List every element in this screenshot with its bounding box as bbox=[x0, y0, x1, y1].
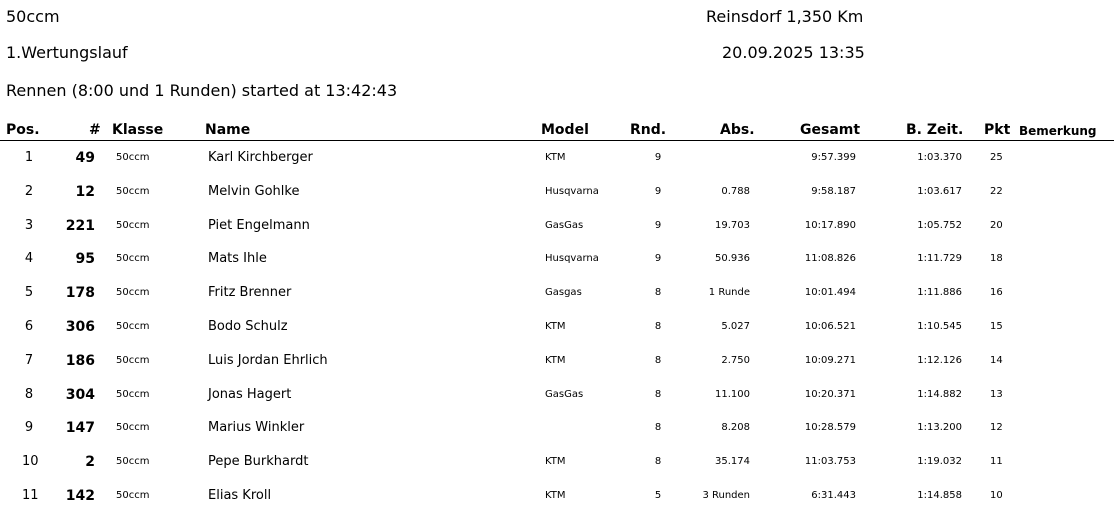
cell-points: 11 bbox=[990, 456, 1003, 468]
cell-rider-name: Piet Engelmann bbox=[208, 217, 310, 233]
header-pos: Pos. bbox=[6, 122, 40, 138]
cell-position: 11 bbox=[22, 487, 39, 503]
cell-gap: 19.703 bbox=[715, 219, 750, 231]
header-bzeit: B. Zeit. bbox=[906, 122, 964, 138]
cell-gap: 1 Runde bbox=[708, 287, 750, 299]
cell-best-lap: 1:12.126 bbox=[917, 354, 962, 366]
cell-total-time: 10:06.521 bbox=[804, 320, 856, 332]
header-abs: Abs. bbox=[720, 122, 755, 138]
cell-rider-name: Jonas Hagert bbox=[208, 386, 292, 402]
cell-start-number: 95 bbox=[75, 251, 95, 268]
cell-total-time: 10:17.890 bbox=[804, 219, 856, 231]
cell-start-number: 178 bbox=[65, 285, 95, 302]
cell-klasse: 50ccm bbox=[116, 422, 150, 434]
cell-rounds: 8 bbox=[654, 456, 662, 468]
cell-rounds: 5 bbox=[654, 489, 662, 501]
table-row bbox=[0, 378, 1114, 412]
table-body bbox=[0, 141, 1114, 513]
cell-klasse: 50ccm bbox=[116, 219, 150, 231]
cell-start-number: 49 bbox=[75, 150, 95, 166]
cell-rounds: 8 bbox=[654, 320, 662, 332]
cell-gap: 11.100 bbox=[715, 388, 750, 400]
cell-best-lap: 1:03.370 bbox=[917, 152, 962, 163]
table-row bbox=[0, 276, 1114, 310]
cell-points: 20 bbox=[990, 219, 1003, 231]
cell-start-number: 221 bbox=[65, 217, 95, 234]
cell-rider-name: Melvin Gohlke bbox=[208, 183, 300, 199]
cell-rounds: 8 bbox=[654, 287, 662, 299]
cell-rounds: 8 bbox=[654, 422, 662, 434]
cell-rounds: 9 bbox=[654, 185, 662, 197]
cell-model: Husqvarna bbox=[545, 185, 599, 197]
cell-total-time: 10:01.494 bbox=[804, 287, 856, 299]
cell-position: 10 bbox=[22, 454, 39, 470]
cell-gap: 8.208 bbox=[721, 422, 750, 434]
cell-rounds: 9 bbox=[654, 253, 662, 265]
cell-best-lap: 1:14.882 bbox=[917, 388, 962, 400]
table-row bbox=[0, 445, 1114, 479]
cell-klasse: 50ccm bbox=[116, 287, 150, 299]
cell-rider-name: Karl Kirchberger bbox=[208, 150, 313, 165]
cell-points: 15 bbox=[990, 320, 1003, 332]
cell-gap: 0.788 bbox=[721, 185, 750, 197]
cell-klasse: 50ccm bbox=[116, 456, 150, 468]
cell-rider-name: Elias Kroll bbox=[208, 487, 272, 503]
cell-rider-name: Marius Winkler bbox=[208, 420, 305, 436]
cell-best-lap: 1:14.858 bbox=[917, 489, 962, 501]
cell-start-number: 142 bbox=[65, 487, 95, 504]
header-bemerkung: Bemerkung bbox=[1019, 124, 1097, 138]
cell-klasse: 50ccm bbox=[116, 320, 150, 332]
cell-points: 25 bbox=[990, 152, 1003, 163]
table-row bbox=[0, 175, 1114, 209]
cell-total-time: 10:20.371 bbox=[804, 388, 856, 400]
cell-position: 5 bbox=[24, 285, 34, 301]
cell-klasse: 50ccm bbox=[116, 185, 150, 197]
cell-best-lap: 1:03.617 bbox=[917, 185, 962, 197]
cell-points: 10 bbox=[990, 489, 1003, 501]
header-number: # bbox=[89, 122, 101, 138]
cell-points: 13 bbox=[990, 388, 1003, 400]
cell-klasse: 50ccm bbox=[116, 152, 150, 163]
cell-position: 1 bbox=[24, 150, 34, 165]
cell-position: 9 bbox=[24, 420, 34, 436]
cell-start-number: 2 bbox=[85, 454, 95, 471]
cell-model: KTM bbox=[545, 320, 566, 332]
race-info: Rennen (8:00 und 1 Runden) started at 13:42:43 bbox=[6, 81, 398, 100]
cell-rounds: 9 bbox=[654, 152, 662, 163]
cell-position: 6 bbox=[24, 318, 34, 334]
cell-start-number: 304 bbox=[65, 386, 95, 403]
table-header bbox=[0, 120, 1114, 141]
cell-gap: 3 Runden bbox=[702, 489, 750, 501]
cell-points: 14 bbox=[990, 354, 1003, 366]
cell-best-lap: 1:05.752 bbox=[917, 219, 962, 231]
cell-position: 3 bbox=[24, 217, 34, 233]
table-row bbox=[0, 141, 1114, 175]
cell-best-lap: 1:19.032 bbox=[917, 456, 962, 468]
header-model: Model bbox=[541, 122, 589, 138]
cell-rider-name: Pepe Burkhardt bbox=[208, 454, 309, 470]
cell-position: 8 bbox=[24, 386, 34, 402]
table-row bbox=[0, 310, 1114, 344]
cell-start-number: 306 bbox=[65, 318, 95, 335]
cell-total-time: 6:31.443 bbox=[811, 489, 856, 501]
table-row bbox=[0, 479, 1114, 513]
table-row bbox=[0, 242, 1114, 276]
cell-model: GasGas bbox=[545, 219, 584, 231]
table-row bbox=[0, 411, 1114, 445]
cell-start-number: 147 bbox=[65, 420, 95, 437]
cell-position: 4 bbox=[24, 251, 34, 267]
cell-position: 7 bbox=[24, 352, 34, 368]
cell-points: 18 bbox=[990, 253, 1003, 265]
cell-model: KTM bbox=[545, 354, 566, 366]
cell-total-time: 10:09.271 bbox=[804, 354, 856, 366]
cell-gap: 35.174 bbox=[715, 456, 750, 468]
table-row bbox=[0, 344, 1114, 378]
cell-total-time: 10:28.579 bbox=[804, 422, 856, 434]
cell-position: 2 bbox=[24, 183, 34, 199]
cell-rider-name: Luis Jordan Ehrlich bbox=[208, 352, 328, 368]
cell-rider-name: Mats Ihle bbox=[208, 251, 267, 267]
cell-model: GasGas bbox=[545, 388, 584, 400]
cell-total-time: 9:58.187 bbox=[811, 185, 856, 197]
header-rnd: Rnd. bbox=[630, 122, 667, 138]
table-row bbox=[0, 209, 1114, 243]
cell-gap: 5.027 bbox=[721, 320, 750, 332]
cell-model: KTM bbox=[545, 456, 566, 468]
event-datetime: 20.09.2025 13:35 bbox=[722, 43, 865, 62]
cell-best-lap: 1:10.545 bbox=[917, 320, 962, 332]
cell-klasse: 50ccm bbox=[116, 388, 150, 400]
cell-klasse: 50ccm bbox=[116, 253, 150, 265]
cell-klasse: 50ccm bbox=[116, 489, 150, 501]
header-name: Name bbox=[205, 122, 251, 138]
cell-total-time: 9:57.399 bbox=[811, 152, 856, 163]
cell-total-time: 11:08.826 bbox=[804, 253, 856, 265]
cell-rider-name: Fritz Brenner bbox=[208, 285, 292, 301]
cell-gap: 50.936 bbox=[715, 253, 750, 265]
cell-start-number: 186 bbox=[65, 352, 95, 369]
cell-points: 12 bbox=[990, 422, 1003, 434]
header-klasse: Klasse bbox=[112, 122, 164, 138]
cell-model: KTM bbox=[545, 152, 566, 163]
cell-rider-name: Bodo Schulz bbox=[208, 318, 288, 334]
cell-best-lap: 1:11.729 bbox=[917, 253, 962, 265]
cell-total-time: 11:03.753 bbox=[804, 456, 856, 468]
cell-rounds: 9 bbox=[654, 219, 662, 231]
cell-best-lap: 1:13.200 bbox=[917, 422, 962, 434]
round-title: 1.Wertungslauf bbox=[6, 43, 128, 62]
cell-model: Husqvarna bbox=[545, 253, 599, 265]
venue: Reinsdorf 1,350 Km bbox=[706, 7, 864, 26]
class-name: 50ccm bbox=[6, 7, 60, 26]
cell-points: 22 bbox=[990, 185, 1003, 197]
cell-klasse: 50ccm bbox=[116, 354, 150, 366]
cell-rounds: 8 bbox=[654, 388, 662, 400]
results-table bbox=[0, 120, 1114, 513]
cell-best-lap: 1:11.886 bbox=[917, 287, 962, 299]
cell-model: Gasgas bbox=[545, 287, 582, 299]
cell-rounds: 8 bbox=[654, 354, 662, 366]
cell-points: 16 bbox=[990, 287, 1003, 299]
header-pkt: Pkt bbox=[984, 122, 1011, 138]
cell-model: KTM bbox=[545, 489, 566, 501]
header-gesamt: Gesamt bbox=[800, 122, 861, 138]
cell-start-number: 12 bbox=[75, 183, 95, 200]
cell-gap: 2.750 bbox=[721, 354, 750, 366]
